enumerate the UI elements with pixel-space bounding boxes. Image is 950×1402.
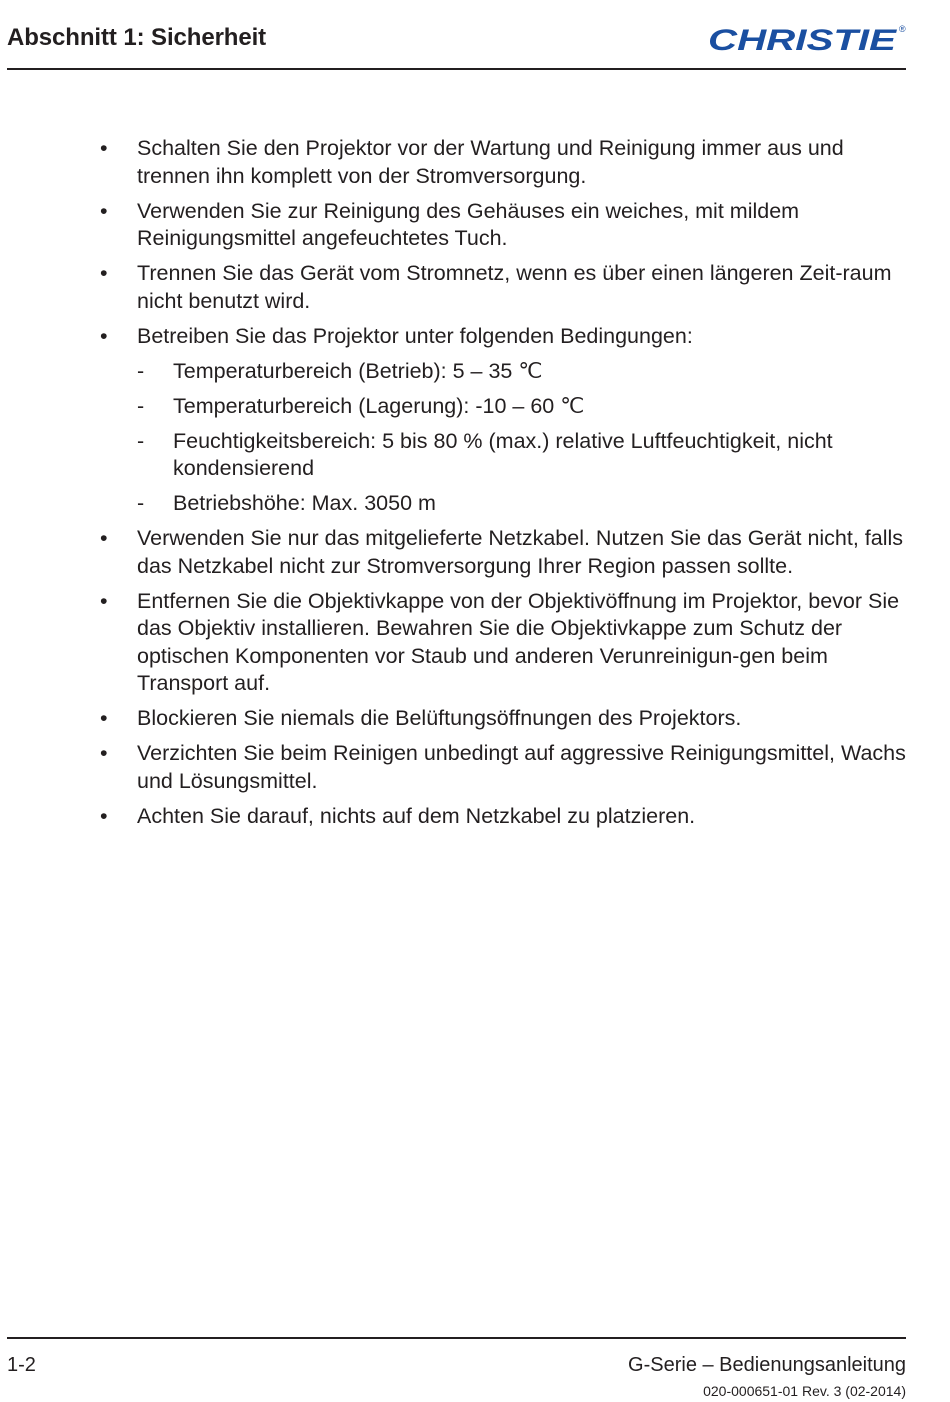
christie-logo [708, 20, 908, 56]
list-item [100, 740, 910, 795]
list-item [100, 323, 910, 351]
safety-list [100, 135, 910, 838]
document-title: G-Serie – Bedienungsanleitung [628, 1354, 906, 1376]
list-item-text: Schalten Sie den Projektor vor der Wartung und Reinigung immer aus und trennen ihn komplett von der Stromversorgung. [137, 136, 844, 188]
list-item-text: Blockieren Sie niemals die Belüftungsöffnungen des Projektors. [137, 706, 742, 730]
dash-marker: - [137, 393, 145, 418]
list-item-text: Temperaturbereich (Lagerung): -10 – 60 ℃ [173, 393, 585, 418]
list-item-text: Verzichten Sie beim Reinigen unbedingt auf aggressive Reinigungsmittel, Wachs und Lösungsmittel. [137, 741, 906, 793]
bullet-marker: • [100, 588, 108, 613]
page-footer [7, 1337, 906, 1399]
dash-marker: - [137, 491, 145, 515]
list-item-text: Betreiben Sie das Projektor unter folgenden Bedingungen: [137, 323, 693, 348]
page-header [7, 0, 906, 70]
dash-marker: - [137, 358, 145, 383]
list-item-text: Achten Sie darauf, nichts auf dem Netzkabel zu platzieren. [137, 803, 696, 828]
christie-logo-text: CHRISTIE [708, 24, 898, 56]
page-number: 1-2 [7, 1354, 36, 1376]
list-item [100, 588, 910, 698]
list-item [100, 705, 910, 733]
sub-list-item [100, 393, 910, 421]
bullet-marker: • [100, 741, 108, 765]
bullet-marker: • [100, 136, 108, 160]
bullet-marker: • [100, 198, 108, 223]
sub-list-item [100, 490, 910, 518]
list-item [100, 525, 910, 580]
bullet-marker: • [100, 803, 108, 828]
document-revision: 020-000651-01 Rev. 3 (02-2014) [703, 1383, 906, 1399]
bullet-marker: • [100, 526, 108, 550]
bullet-marker: • [100, 706, 108, 730]
section-title: Abschnitt 1: Sicherheit [7, 24, 267, 51]
list-item-text: Temperaturbereich (Betrieb): 5 – 35 ℃ [173, 358, 543, 383]
list-item-text: Verwenden Sie zur Reinigung des Gehäuses ein weiches, mit mildem Reinigungsmittel angefeuchtetes Tuch. [137, 198, 800, 250]
dash-marker: - [137, 428, 145, 453]
list-item-text: Entfernen Sie die Objektivkappe von der Objektivöffnung im Projektor, bevor Sie das Objektiv installieren. Bewahren Sie die Objektivkappe zum Schutz der optischen Komponenten vor Staub und anderen Verunreinigun-gen beim Transport auf. [137, 588, 900, 695]
list-item-text: Verwenden Sie nur das mitgelieferte Netzkabel. Nutzen Sie das Gerät nicht, falls das Netzkabel nicht zur Stromversorgung Ihrer Region passen sollte. [137, 526, 904, 578]
bullet-marker: • [100, 323, 108, 348]
list-item-text: Betriebshöhe: Max. 3050 m [173, 491, 436, 515]
list-item-text: Trennen Sie das Gerät vom Stromnetz, wenn es über einen längeren Zeit-raum nicht benutzt wird. [137, 261, 892, 313]
sub-list-item [100, 358, 910, 386]
registered-mark: ® [899, 24, 906, 34]
sub-list-item [100, 428, 910, 483]
bullet-marker: • [100, 261, 108, 285]
list-item [100, 803, 910, 831]
list-item-text: Feuchtigkeitsbereich: 5 bis 80 % (max.) relative Luftfeuchtigkeit, nicht kondensierend [173, 428, 833, 480]
list-item [100, 198, 910, 253]
list-item [100, 260, 910, 315]
list-item [100, 135, 910, 190]
